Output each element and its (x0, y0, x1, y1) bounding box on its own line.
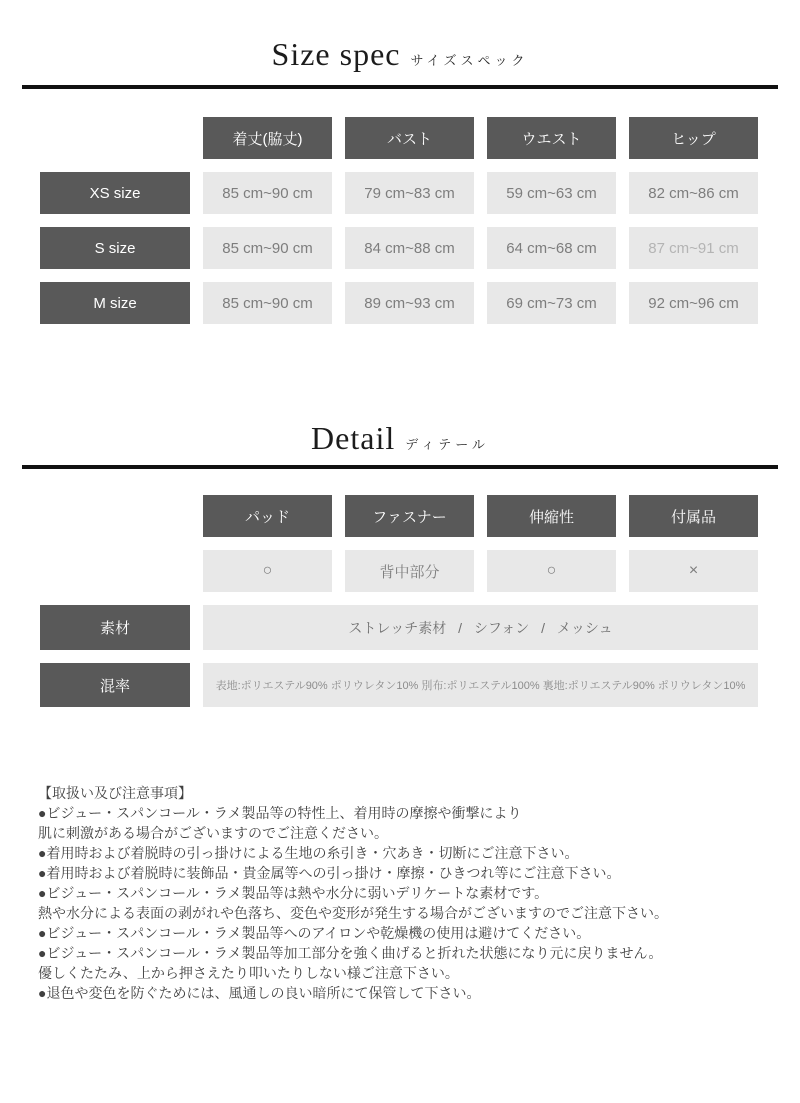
cell-xs-bust: 79 cm~83 cm (345, 172, 474, 214)
cell-s-hip: 87 cm~91 cm (629, 227, 758, 269)
cell-m-waist: 69 cm~73 cm (487, 282, 616, 324)
care-note-line: ●退色や変色を防ぐためには、風通しの良い暗所にて保管して下さい。 (38, 985, 481, 1001)
cell-xs-waist: 59 cm~63 cm (487, 172, 616, 214)
cell-accessory-value: × (629, 550, 758, 592)
column-header-hip: ヒップ (629, 117, 758, 159)
cell-s-waist: 64 cm~68 cm (487, 227, 616, 269)
size-spec-subtitle: サイズスペック (410, 53, 529, 68)
cell-xs-length: 85 cm~90 cm (203, 172, 332, 214)
column-header-waist: ウエスト (487, 117, 616, 159)
size-spec-heading (0, 36, 800, 73)
column-header-length: 着丈(脇丈) (203, 117, 332, 159)
divider (22, 85, 778, 89)
size-spec-table (40, 117, 760, 324)
detail-subtitle: ディテール (405, 437, 489, 452)
spacer-cell (40, 495, 190, 537)
cell-m-length: 85 cm~90 cm (203, 282, 332, 324)
cell-fastener-value: 背中部分 (345, 550, 474, 592)
row-label-mix: 混率 (40, 663, 190, 707)
detail-table (40, 495, 760, 707)
cell-stretch-value: ○ (487, 550, 616, 592)
size-spec-title: Size spec (271, 36, 401, 72)
cell-s-length: 85 cm~90 cm (203, 227, 332, 269)
care-notes (38, 783, 772, 1003)
column-header-pad: パッド (203, 495, 332, 537)
care-note-line: 肌に刺激がある場合がございますのでご注意ください。 (38, 825, 388, 841)
column-header-bust: バスト (345, 117, 474, 159)
care-note-line: ●ビジュー・スパンコール・ラメ製品等は熱や水分に弱いデリケートな素材です。 (38, 885, 549, 901)
care-notes-heading: 【取扱い及び注意事項】 (38, 785, 192, 801)
care-note-line: 優しくたたみ、上から押さえたり叩いたりしない様ご注意下さい。 (38, 965, 459, 981)
care-note-line: ●着用時および着脱時に装飾品・貴金属等への引っ掛け・摩擦・ひきつれ等にご注意下さい。 (38, 865, 621, 881)
spacer-cell (40, 117, 190, 159)
detail-heading (0, 420, 800, 457)
row-label-material: 素材 (40, 605, 190, 650)
row-label-m: M size (40, 282, 190, 324)
size-spec-section (0, 36, 800, 324)
care-note-line: 熱や水分による表面の剥がれや色落ち、変色や変形が発生する場合がございますのでご注意下さい。 (38, 905, 668, 921)
cell-mix-value: 表地:ポリエステル90% ポリウレタン10% 別布:ポリエステル100% 裏地:ポリエステル90% ポリウレタン10% (203, 663, 758, 707)
cell-material-value: ストレッチ素材 / シフォン / メッシュ (203, 605, 758, 650)
column-header-stretch: 伸縮性 (487, 495, 616, 537)
care-note-line: ●ビジュー・スパンコール・ラメ製品等の特性上、着用時の摩擦や衝撃により (38, 805, 522, 821)
spacer-cell (40, 550, 190, 592)
care-note-line: ●着用時および着脱時の引っ掛けによる生地の糸引き・穴あき・切断にご注意下さい。 (38, 845, 579, 861)
divider (22, 465, 778, 469)
cell-s-bust: 84 cm~88 cm (345, 227, 474, 269)
row-label-xs: XS size (40, 172, 190, 214)
cell-m-bust: 89 cm~93 cm (345, 282, 474, 324)
detail-section (0, 420, 800, 707)
detail-title: Detail (311, 420, 396, 456)
cell-xs-hip: 82 cm~86 cm (629, 172, 758, 214)
column-header-fastener: ファスナー (345, 495, 474, 537)
care-note-line: ●ビジュー・スパンコール・ラメ製品等へのアイロンや乾燥機の使用は避けてください。 (38, 925, 591, 941)
cell-m-hip: 92 cm~96 cm (629, 282, 758, 324)
column-header-accessory: 付属品 (629, 495, 758, 537)
care-note-line: ●ビジュー・スパンコール・ラメ製品等加工部分を強く曲げると折れた状態になり元に戻りません。 (38, 945, 663, 961)
row-label-s: S size (40, 227, 190, 269)
cell-pad-value: ○ (203, 550, 332, 592)
